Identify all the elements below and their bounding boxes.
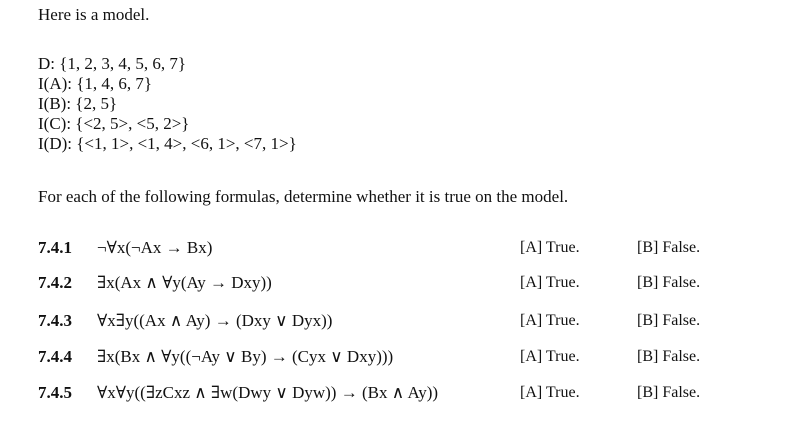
question-formula: ∀x∀y((∃zCxz ∧ ∃w(Dwy ∨ Dyw)) → (Bx ∧ Ay)) bbox=[97, 383, 439, 402]
question-formula: ∃x(Ax ∧ ∀y(Ay → Dxy)) bbox=[97, 273, 272, 292]
option-b-false[interactable]: [B] False. bbox=[637, 348, 701, 365]
question-number: 7.4.1 bbox=[38, 238, 72, 257]
option-a-true[interactable]: [A] True. bbox=[520, 274, 580, 291]
intro-text: Here is a model. bbox=[38, 5, 150, 24]
model-interp-a: I(A): {1, 4, 6, 7} bbox=[38, 74, 153, 93]
question-formula: ¬∀x(¬Ax → Bx) bbox=[97, 238, 213, 257]
option-b-false[interactable]: [B] False. bbox=[637, 384, 701, 401]
instruction-text: For each of the following formulas, determine whether it is true on the model. bbox=[38, 187, 569, 206]
question-number: 7.4.2 bbox=[38, 273, 72, 292]
model-interp-d: I(D): {<1, 1>, <1, 4>, <6, 1>, <7, 1>} bbox=[38, 134, 297, 153]
question-formula: ∀x∃y((Ax ∧ Ay) → (Dxy ∨ Dyx)) bbox=[97, 311, 333, 330]
model-domain: D: {1, 2, 3, 4, 5, 6, 7} bbox=[38, 54, 187, 73]
model-interp-c: I(C): {<2, 5>, <5, 2>} bbox=[38, 114, 190, 133]
question-number: 7.4.3 bbox=[38, 311, 72, 330]
option-b-false[interactable]: [B] False. bbox=[637, 312, 701, 329]
option-b-false[interactable]: [B] False. bbox=[637, 274, 701, 291]
option-a-true[interactable]: [A] True. bbox=[520, 312, 580, 329]
option-b-false[interactable]: [B] False. bbox=[637, 239, 701, 256]
question-number: 7.4.4 bbox=[38, 347, 72, 366]
option-a-true[interactable]: [A] True. bbox=[520, 348, 580, 365]
option-a-true[interactable]: [A] True. bbox=[520, 239, 580, 256]
question-formula: ∃x(Bx ∧ ∀y((¬Ay ∨ By) → (Cyx ∨ Dxy))) bbox=[97, 347, 394, 366]
question-number: 7.4.5 bbox=[38, 383, 72, 402]
model-interp-b: I(B): {2, 5} bbox=[38, 94, 118, 113]
option-a-true[interactable]: [A] True. bbox=[520, 384, 580, 401]
